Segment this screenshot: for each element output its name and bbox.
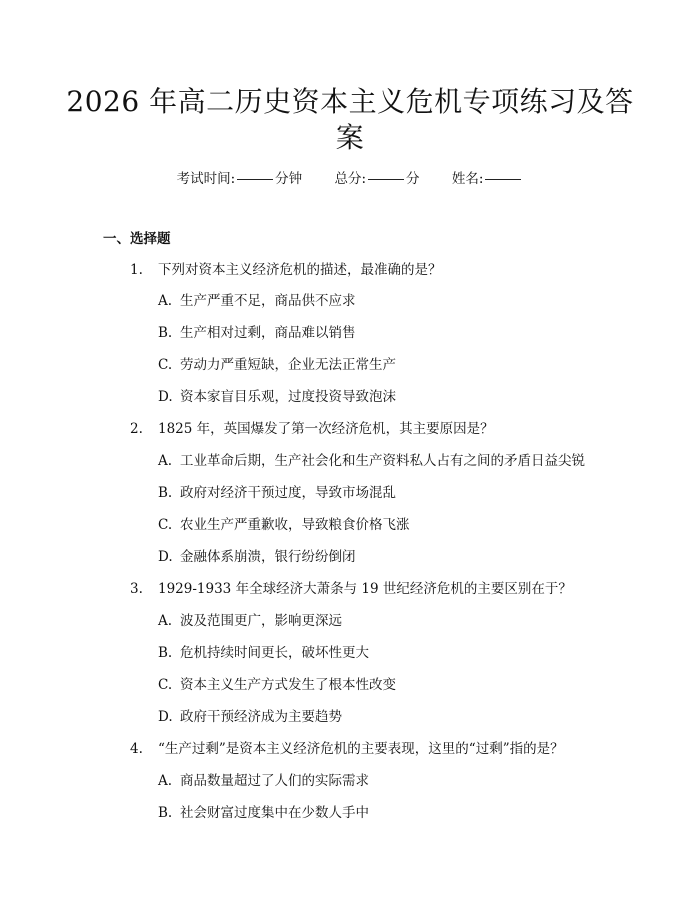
page-title: 2026 年高二历史资本主义危机专项练习及答	[66, 85, 634, 118]
total-score-label: 总分:	[334, 171, 367, 187]
question-number: 2.	[130, 421, 143, 437]
question-2-option-d	[158, 548, 356, 566]
question-1	[130, 261, 442, 279]
question-3-option-b	[158, 644, 369, 662]
option-text: 劳动力严重短缺，企业无法正常生产	[180, 357, 396, 373]
question-text: 1929-1933 年全球经济大萧条与 19 世纪经济危机的主要区别在于？	[158, 581, 572, 597]
student-name-label: 姓名:	[451, 171, 484, 187]
question-4	[130, 740, 564, 758]
exam-time-label: 考试时间:	[176, 171, 236, 187]
question-2-option-c	[158, 516, 410, 534]
option-text: 资本主义生产方式发生了根本性改变	[180, 677, 396, 693]
option-letter: B.	[158, 805, 173, 821]
question-3-option-a	[158, 612, 342, 630]
exam-time-blank	[237, 179, 273, 180]
option-letter: B.	[158, 485, 173, 501]
question-4-option-b	[158, 804, 369, 822]
option-letter: C.	[158, 357, 173, 373]
exam-meta-line	[0, 170, 700, 188]
option-text: 农业生产严重歉收，导致粮食价格飞涨	[180, 517, 410, 533]
question-text: 1825 年，英国爆发了第一次经济危机，其主要原因是？	[158, 421, 494, 437]
option-letter: B.	[158, 325, 173, 341]
option-text: 资本家盲目乐观，过度投资导致泡沫	[180, 389, 396, 405]
option-letter: C.	[158, 517, 173, 533]
option-text: 政府对经济干预过度，导致市场混乱	[180, 485, 396, 501]
question-3-option-c	[158, 676, 396, 694]
option-letter: D.	[158, 549, 173, 565]
option-letter: A.	[158, 773, 173, 789]
option-letter: D.	[158, 389, 173, 405]
student-name-field	[452, 170, 524, 188]
question-1-option-b	[158, 324, 356, 342]
option-text: 工业革命后期，生产社会化和生产资料私人占有之间的矛盾日益尖锐	[180, 453, 585, 469]
option-text: 生产严重不足，商品供不应求	[180, 293, 356, 309]
student-name-blank	[485, 179, 521, 180]
question-1-option-a	[158, 292, 356, 310]
page-title-continued: 案	[335, 121, 365, 154]
option-text: 波及范围更广，影响更深远	[180, 613, 342, 629]
option-letter: B.	[158, 645, 173, 661]
option-text: 生产相对过剩，商品难以销售	[180, 325, 356, 341]
exam-time-field	[177, 170, 303, 188]
option-letter: D.	[158, 709, 173, 725]
section-heading: 一、选择题	[103, 231, 171, 247]
option-letter: A.	[158, 293, 173, 309]
exam-time-unit: 分钟	[275, 171, 303, 187]
question-3-option-d	[158, 708, 342, 726]
option-text: 社会财富过度集中在少数人手中	[180, 805, 369, 821]
question-number: 3.	[130, 581, 143, 597]
question-text: 下列对资本主义经济危机的描述，最准确的是？	[158, 262, 442, 278]
total-score-unit: 分	[406, 171, 420, 187]
question-2-option-b	[158, 484, 396, 502]
question-1-option-d	[158, 388, 396, 406]
total-score-field	[334, 170, 419, 188]
option-letter: A.	[158, 453, 173, 469]
question-4-option-a	[158, 772, 369, 790]
option-text: 商品数量超过了人们的实际需求	[180, 773, 369, 789]
option-letter: A.	[158, 613, 173, 629]
question-number: 4.	[130, 741, 143, 757]
total-score-blank	[368, 179, 404, 180]
question-3	[130, 580, 572, 598]
option-letter: C.	[158, 677, 173, 693]
option-text: 金融体系崩溃，银行纷纷倒闭	[180, 549, 356, 565]
question-1-option-c	[158, 356, 396, 374]
question-2-option-a	[158, 452, 585, 470]
option-text: 危机持续时间更长，破坏性更大	[180, 645, 369, 661]
question-number: 1.	[130, 262, 143, 278]
question-2	[130, 420, 494, 438]
option-text: 政府干预经济成为主要趋势	[180, 709, 342, 725]
question-text: “生产过剩”是资本主义经济危机的主要表现，这里的“过剩”指的是？	[158, 741, 564, 757]
